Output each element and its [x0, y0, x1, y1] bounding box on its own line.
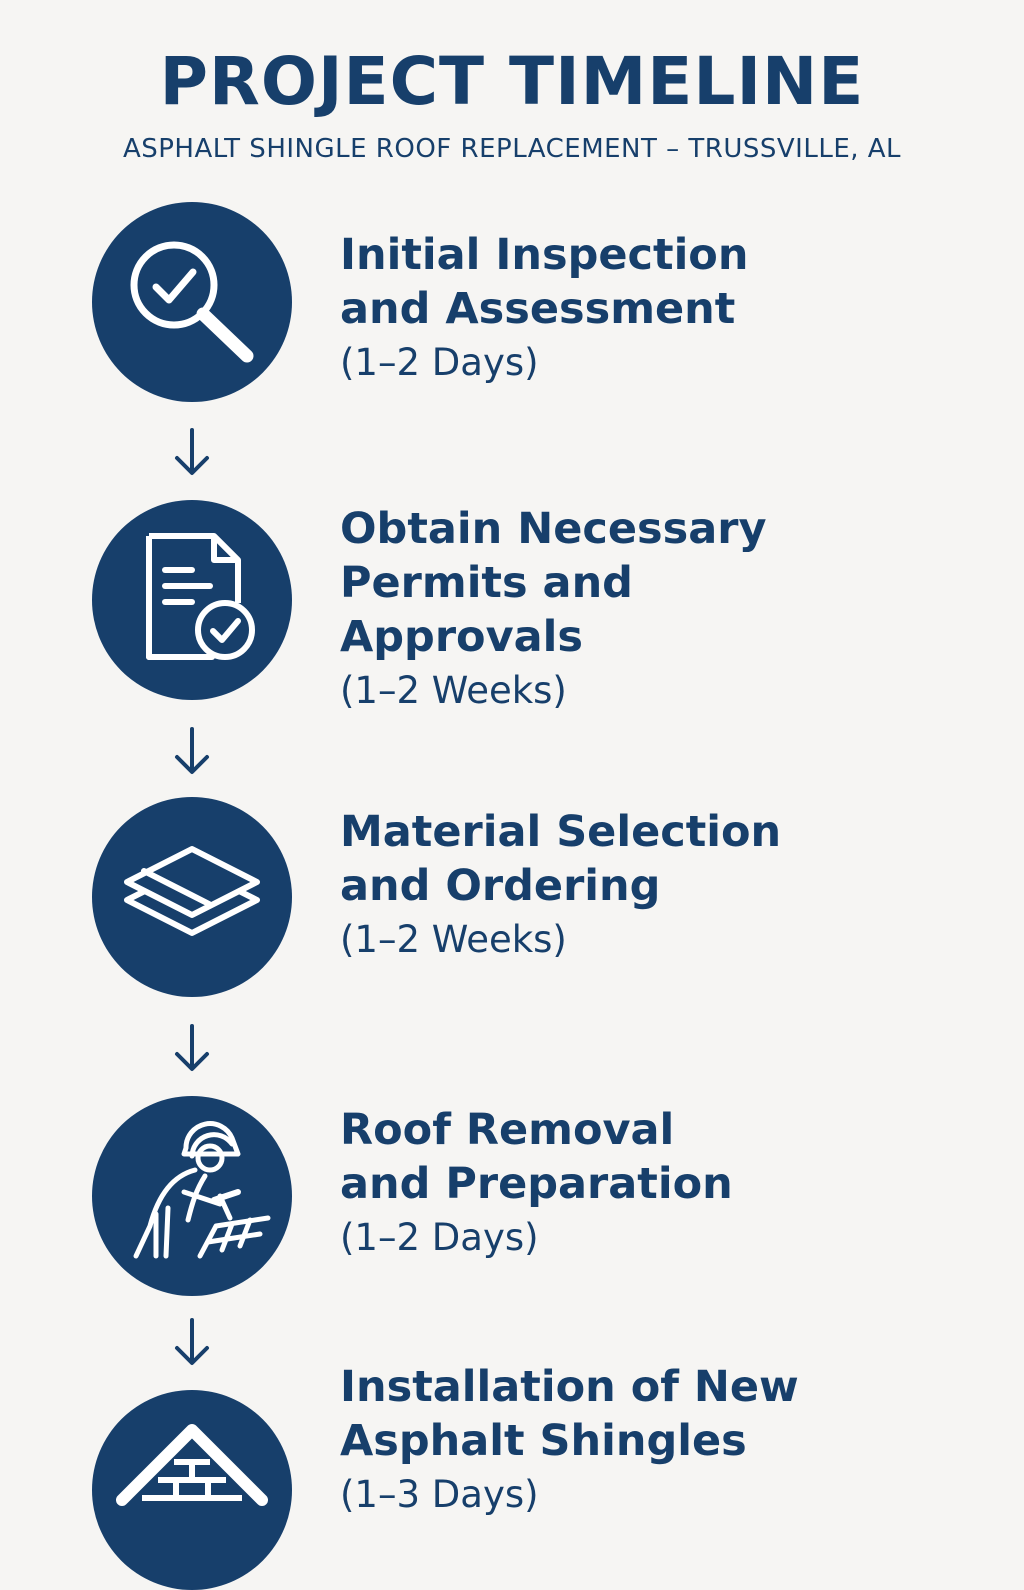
document-check-icon — [92, 500, 292, 700]
step-2-title: Obtain Necessary Permits and Approvals — [340, 504, 767, 662]
step-2-duration: (1–2 Weeks) — [340, 669, 567, 712]
step-2-icon-circle — [92, 500, 292, 700]
magnifier-check-icon — [92, 202, 292, 402]
step-1-text — [340, 228, 1000, 390]
step-1-duration: (1–2 Days) — [340, 341, 539, 384]
step-3-icon-circle — [92, 797, 292, 997]
step-3-title: Material Selection and Ordering — [340, 807, 782, 911]
page-subtitle: ASPHALT SHINGLE ROOF REPLACEMENT – TRUSSVILLE, AL — [122, 134, 902, 164]
step-3-text — [340, 805, 1000, 967]
step-2-text — [340, 502, 1000, 718]
step-4-icon-circle — [92, 1096, 292, 1296]
step-3-duration: (1–2 Weeks) — [340, 918, 567, 961]
step-1-icon-circle — [92, 202, 292, 402]
arrow-down-icon — [172, 727, 212, 777]
step-4-duration: (1–2 Days) — [340, 1216, 539, 1259]
step-5-text — [340, 1360, 1000, 1522]
step-5-icon-circle — [92, 1390, 292, 1590]
roofer-worker-icon — [92, 1096, 292, 1296]
step-4-title: Roof Removal and Preparation — [340, 1105, 733, 1209]
arrow-down-icon — [172, 428, 212, 478]
shingle-roof-icon — [92, 1390, 292, 1590]
step-1-title: Initial Inspection and Assessment — [340, 230, 749, 334]
arrow-down-icon — [172, 1024, 212, 1074]
arrow-down-icon — [172, 1318, 212, 1368]
page-title: PROJECT TIMELINE — [159, 43, 865, 120]
step-4-text — [340, 1103, 1000, 1265]
step-5-title: Installation of New Asphalt Shingles — [340, 1362, 799, 1466]
stacked-layers-icon — [92, 797, 292, 997]
step-5-duration: (1–3 Days) — [340, 1473, 539, 1516]
